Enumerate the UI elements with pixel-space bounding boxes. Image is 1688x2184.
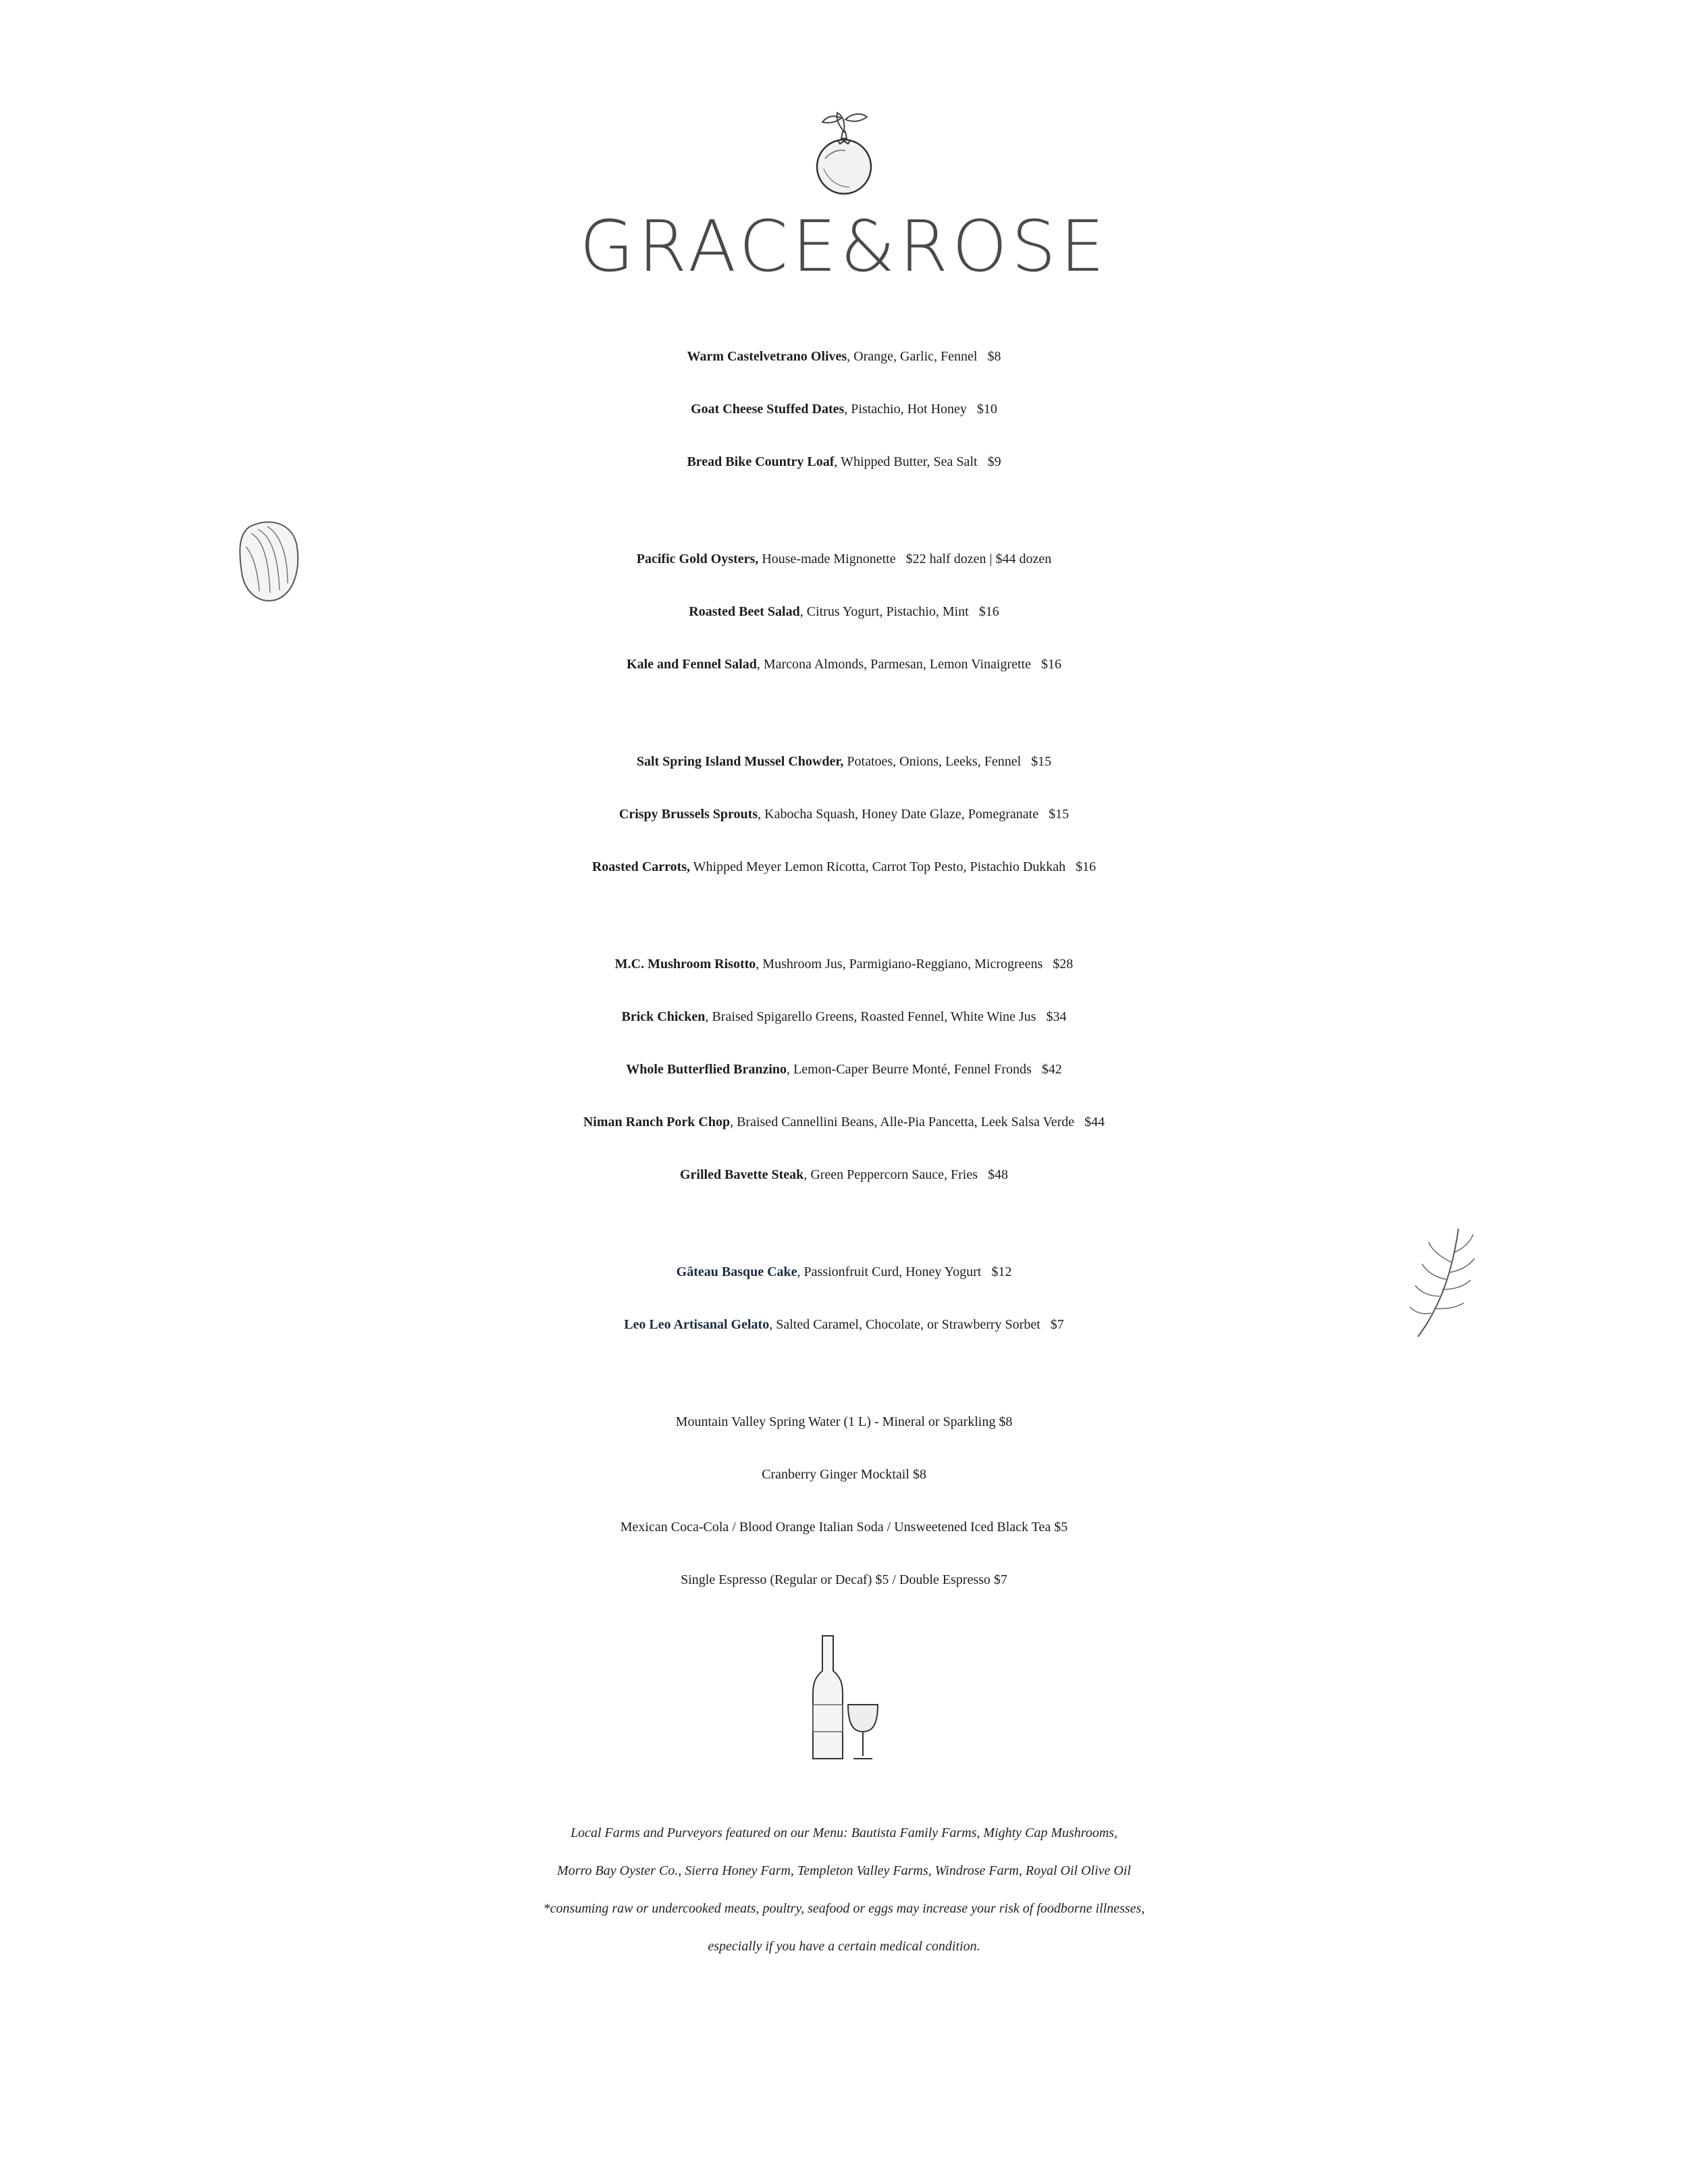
menu-item [0,794,1688,834]
item-name: Bread Bike Country Loaf [687,454,835,469]
item-description: , Lemon-Caper Beurre Monté, Fennel Fronds [787,1062,1032,1077]
drink-item: Single Espresso (Regular or Decaf) $5 / Double Espresso $7 [681,1572,1007,1587]
item-name: Roasted Carrots, [591,859,691,874]
item-description: , Marcona Almonds, Parmesan, Lemon Vinaigrette [756,657,1031,672]
pomegranate-icon [803,105,885,206]
item-description: Whipped Meyer Lemon Ricotta, Carrot Top Pesto, Pistachio Dukkah [690,859,1066,874]
item-description: , Pistachio, Hot Honey [844,402,967,417]
item-name: Pacific Gold Oysters, [636,552,759,566]
menu-item [0,442,1688,482]
footer-disclaimer-line: especially if you have a certain medical condition. [708,1939,980,1954]
wine-bottle-glass-icon [803,1630,885,1765]
item-description: , Mushroom Jus, Parmigiano-Reggiano, Microgreens [756,957,1043,971]
menu-item [0,996,1688,1037]
footer-disclaimer-line: *consuming raw or undercooked meats, poultry, seafood or eggs may increase your risk of foodborne illnesses, [543,1901,1145,1916]
item-price: $34 [1046,1009,1067,1024]
item-price: $15 [1049,807,1070,822]
item-name: Gâteau Basque Cake [676,1264,797,1279]
menu-item [0,336,1688,377]
menu-item [0,539,1688,579]
item-description: , Passionfruit Curd, Honey Yogurt [797,1264,982,1279]
item-name: M.C. Mushroom Risotto [614,957,756,971]
item-name: Warm Castelvetrano Olives [687,349,847,364]
drink-item: Mexican Coca-Cola / Blood Orange Italian Soda / Unsweetened Iced Black Tea $5 [620,1520,1068,1535]
item-price: $22 half dozen | $44 dozen [905,552,1052,566]
menu-item [0,1154,1688,1195]
menu-item [0,1049,1688,1090]
menu-item [0,741,1688,782]
item-name: Salt Spring Island Mussel Chowder, [636,754,844,769]
menu-item [0,1304,1688,1345]
item-description: Potatoes, Onions, Leeks, Fennel [843,754,1022,769]
item-description: House-made Mignonette [758,552,896,566]
footer-purveyors-line: Local Farms and Purveyors featured on our Menu: Bautista Family Farms, Mighty Cap Mushrooms, [570,1826,1118,1840]
footer-purveyors-line: Morro Bay Oyster Co., Sierra Honey Farm, Templeton Valley Farms, Windrose Farm, Royal Oil Olive Oil [557,1863,1131,1878]
item-name: Kale and Fennel Salad [627,657,757,672]
menu-item [0,644,1688,685]
drink-item: Cranberry Ginger Mocktail $8 [762,1467,926,1482]
item-description: , Green Peppercorn Sauce, Fries [803,1167,978,1182]
item-description: , Braised Cannellini Beans, Alle-Pia Pancetta, Leek Salsa Verde [730,1115,1075,1129]
item-price: $15 [1031,754,1052,769]
item-name: Grilled Bavette Steak [680,1167,804,1182]
item-description: , Orange, Garlic, Fennel [847,349,978,364]
item-name: Whole Butterflied Branzino [626,1062,787,1077]
item-price: $7 [1050,1317,1064,1332]
menu-item [0,1252,1688,1292]
menu-item [0,1102,1688,1142]
item-description: , Kabocha Squash, Honey Date Glaze, Pomegranate [758,807,1039,822]
item-price: $42 [1041,1062,1062,1077]
restaurant-logo-wordmark: GRACE&ROSE [579,205,1109,288]
item-name: Goat Cheese Stuffed Dates [691,402,845,417]
item-price: $48 [988,1167,1008,1182]
item-name: Leo Leo Artisanal Gelato [624,1317,770,1332]
item-name: Brick Chicken [621,1009,706,1024]
item-price: $16 [1040,657,1061,672]
item-description: , Citrus Yogurt, Pistachio, Mint [799,604,969,619]
item-price: $16 [1076,859,1097,874]
menu-item [0,944,1688,984]
menu-item [0,591,1688,632]
item-name: Niman Ranch Pork Chop [583,1115,731,1129]
item-description: , Whipped Butter, Sea Salt [834,454,978,469]
item-price: $44 [1084,1115,1105,1129]
item-description: , Braised Spigarello Greens, Roasted Fennel, White Wine Jus [705,1009,1036,1024]
item-description: , Salted Caramel, Chocolate, or Strawberry Sorbet [769,1317,1040,1332]
item-price: $28 [1053,957,1074,971]
item-price: $8 [987,349,1001,364]
item-price: $10 [976,402,997,417]
item-name: Crispy Brussels Sprouts [618,807,758,822]
item-price: $16 [978,604,999,619]
menu-item [0,389,1688,429]
item-price: $9 [987,454,1001,469]
drink-item: Mountain Valley Spring Water (1 L) - Mineral or Sparkling $8 [675,1414,1013,1429]
item-name: Roasted Beet Salad [689,604,800,619]
menu-item [0,847,1688,887]
item-price: $12 [991,1264,1012,1279]
